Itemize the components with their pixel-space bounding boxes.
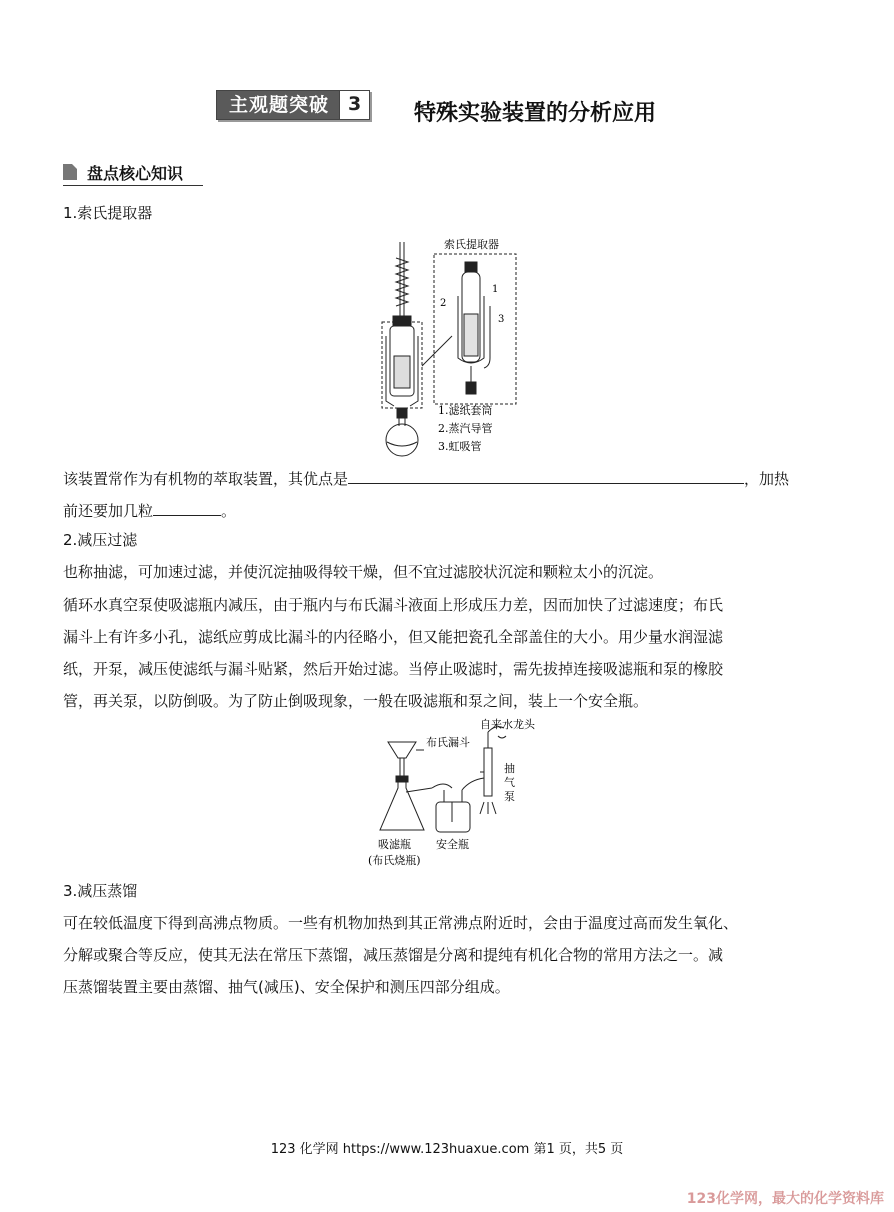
tap-label: 自来水龙头 (480, 718, 535, 731)
item1-line1 (63, 467, 789, 489)
item2-line: 也称抽滤，可加速过滤，并使沉淀抽吸得较干燥，但不宜过滤胶状沉淀和颗粒太小的沉淀。 (63, 563, 664, 581)
soxhlet-extractor-figure (360, 236, 530, 460)
item2-line: 纸，开泵，减压使滤纸与漏斗贴紧，然后开始过滤。当停止吸滤时，需先拔掉连接吸滤瓶和泵的橡胶 (63, 660, 724, 678)
answer-blank-boiling-chips[interactable] (153, 499, 221, 516)
safety-bottle-label: 安全瓶 (436, 838, 469, 851)
callout-3: 3 (498, 314, 505, 325)
item1-line2-end: 。 (221, 502, 237, 520)
topic-badge-label: 主观题突破 (217, 91, 339, 119)
callout-2: 2 (440, 298, 447, 309)
legend-1: 1.滤纸套筒 (438, 404, 493, 417)
pump-label-2: 气 (504, 776, 515, 789)
item2-line: 循环水真空泵使吸滤瓶内减压，由于瓶内与布氏漏斗液面上形成压力差，因而加快了过滤速度；布氏 (63, 596, 724, 614)
legend-2: 2.蒸汽导管 (438, 422, 493, 435)
section-heading (63, 160, 183, 184)
flask-label: 吸滤瓶 (378, 838, 411, 851)
item3-line: 压蒸馏装置主要由蒸馏、抽气(减压)、安全保护和测压四部分组成。 (63, 978, 510, 996)
item1-line2 (63, 499, 236, 521)
section-title: 盘点核心知识 (87, 163, 184, 183)
item3-line: 分解或聚合等反应，使其无法在常压下蒸馏，减压蒸馏是分离和提纯有机化合物的常用方法之一。减 (63, 946, 724, 964)
item1-line2-text: 前还要加几粒 (63, 502, 154, 520)
item1-line1-text: 该装置常作为有机物的萃取装置，其优点是 (63, 470, 349, 488)
item3-heading: 3.减压蒸馏 (63, 882, 138, 900)
item3-line: 可在较低温度下得到高沸点物质。一些有机物加热到其正常沸点附近时，会由于温度过高而发生氧化、 (63, 914, 739, 932)
item2-heading: 2.减压过滤 (63, 531, 138, 549)
page-title: 特殊实验装置的分析应用 (414, 100, 657, 126)
topic-badge (216, 90, 370, 120)
callout-1: 1 (492, 284, 499, 295)
site-watermark: 123化学网，最大的化学资料库 (686, 1191, 884, 1207)
answer-blank-advantage[interactable] (348, 467, 744, 484)
section-underline (63, 185, 203, 186)
funnel-label: 布氏漏斗 (426, 736, 470, 749)
topic-badge-number: 3 (339, 91, 369, 119)
item2-line: 管，再关泵，以防倒吸。为了防止倒吸现象，一般在吸滤瓶和泵之间，装上一个安全瓶。 (63, 692, 649, 710)
flask-sublabel: (布氏烧瓶) (368, 854, 421, 867)
legend-3: 3.虹吸管 (438, 440, 482, 453)
pump-label-3: 泵 (504, 790, 515, 803)
item2-line: 漏斗上有许多小孔，滤纸应剪成比漏斗的内径略小，但又能把瓷孔全部盖住的大小。用少量水润湿滤 (63, 628, 724, 646)
page-footer: 123 化学网 https://www.123huaxue.com 第1 页，共5 页 (270, 1142, 624, 1157)
pump-label-1: 抽 (504, 762, 515, 775)
extractor-box-title: 索氏提取器 (444, 238, 499, 251)
document-icon (63, 164, 77, 180)
item1-heading: 1.索氏提取器 (63, 204, 153, 222)
item1-line1-end: ，加热 (744, 470, 790, 488)
vacuum-filtration-figure (360, 718, 540, 870)
